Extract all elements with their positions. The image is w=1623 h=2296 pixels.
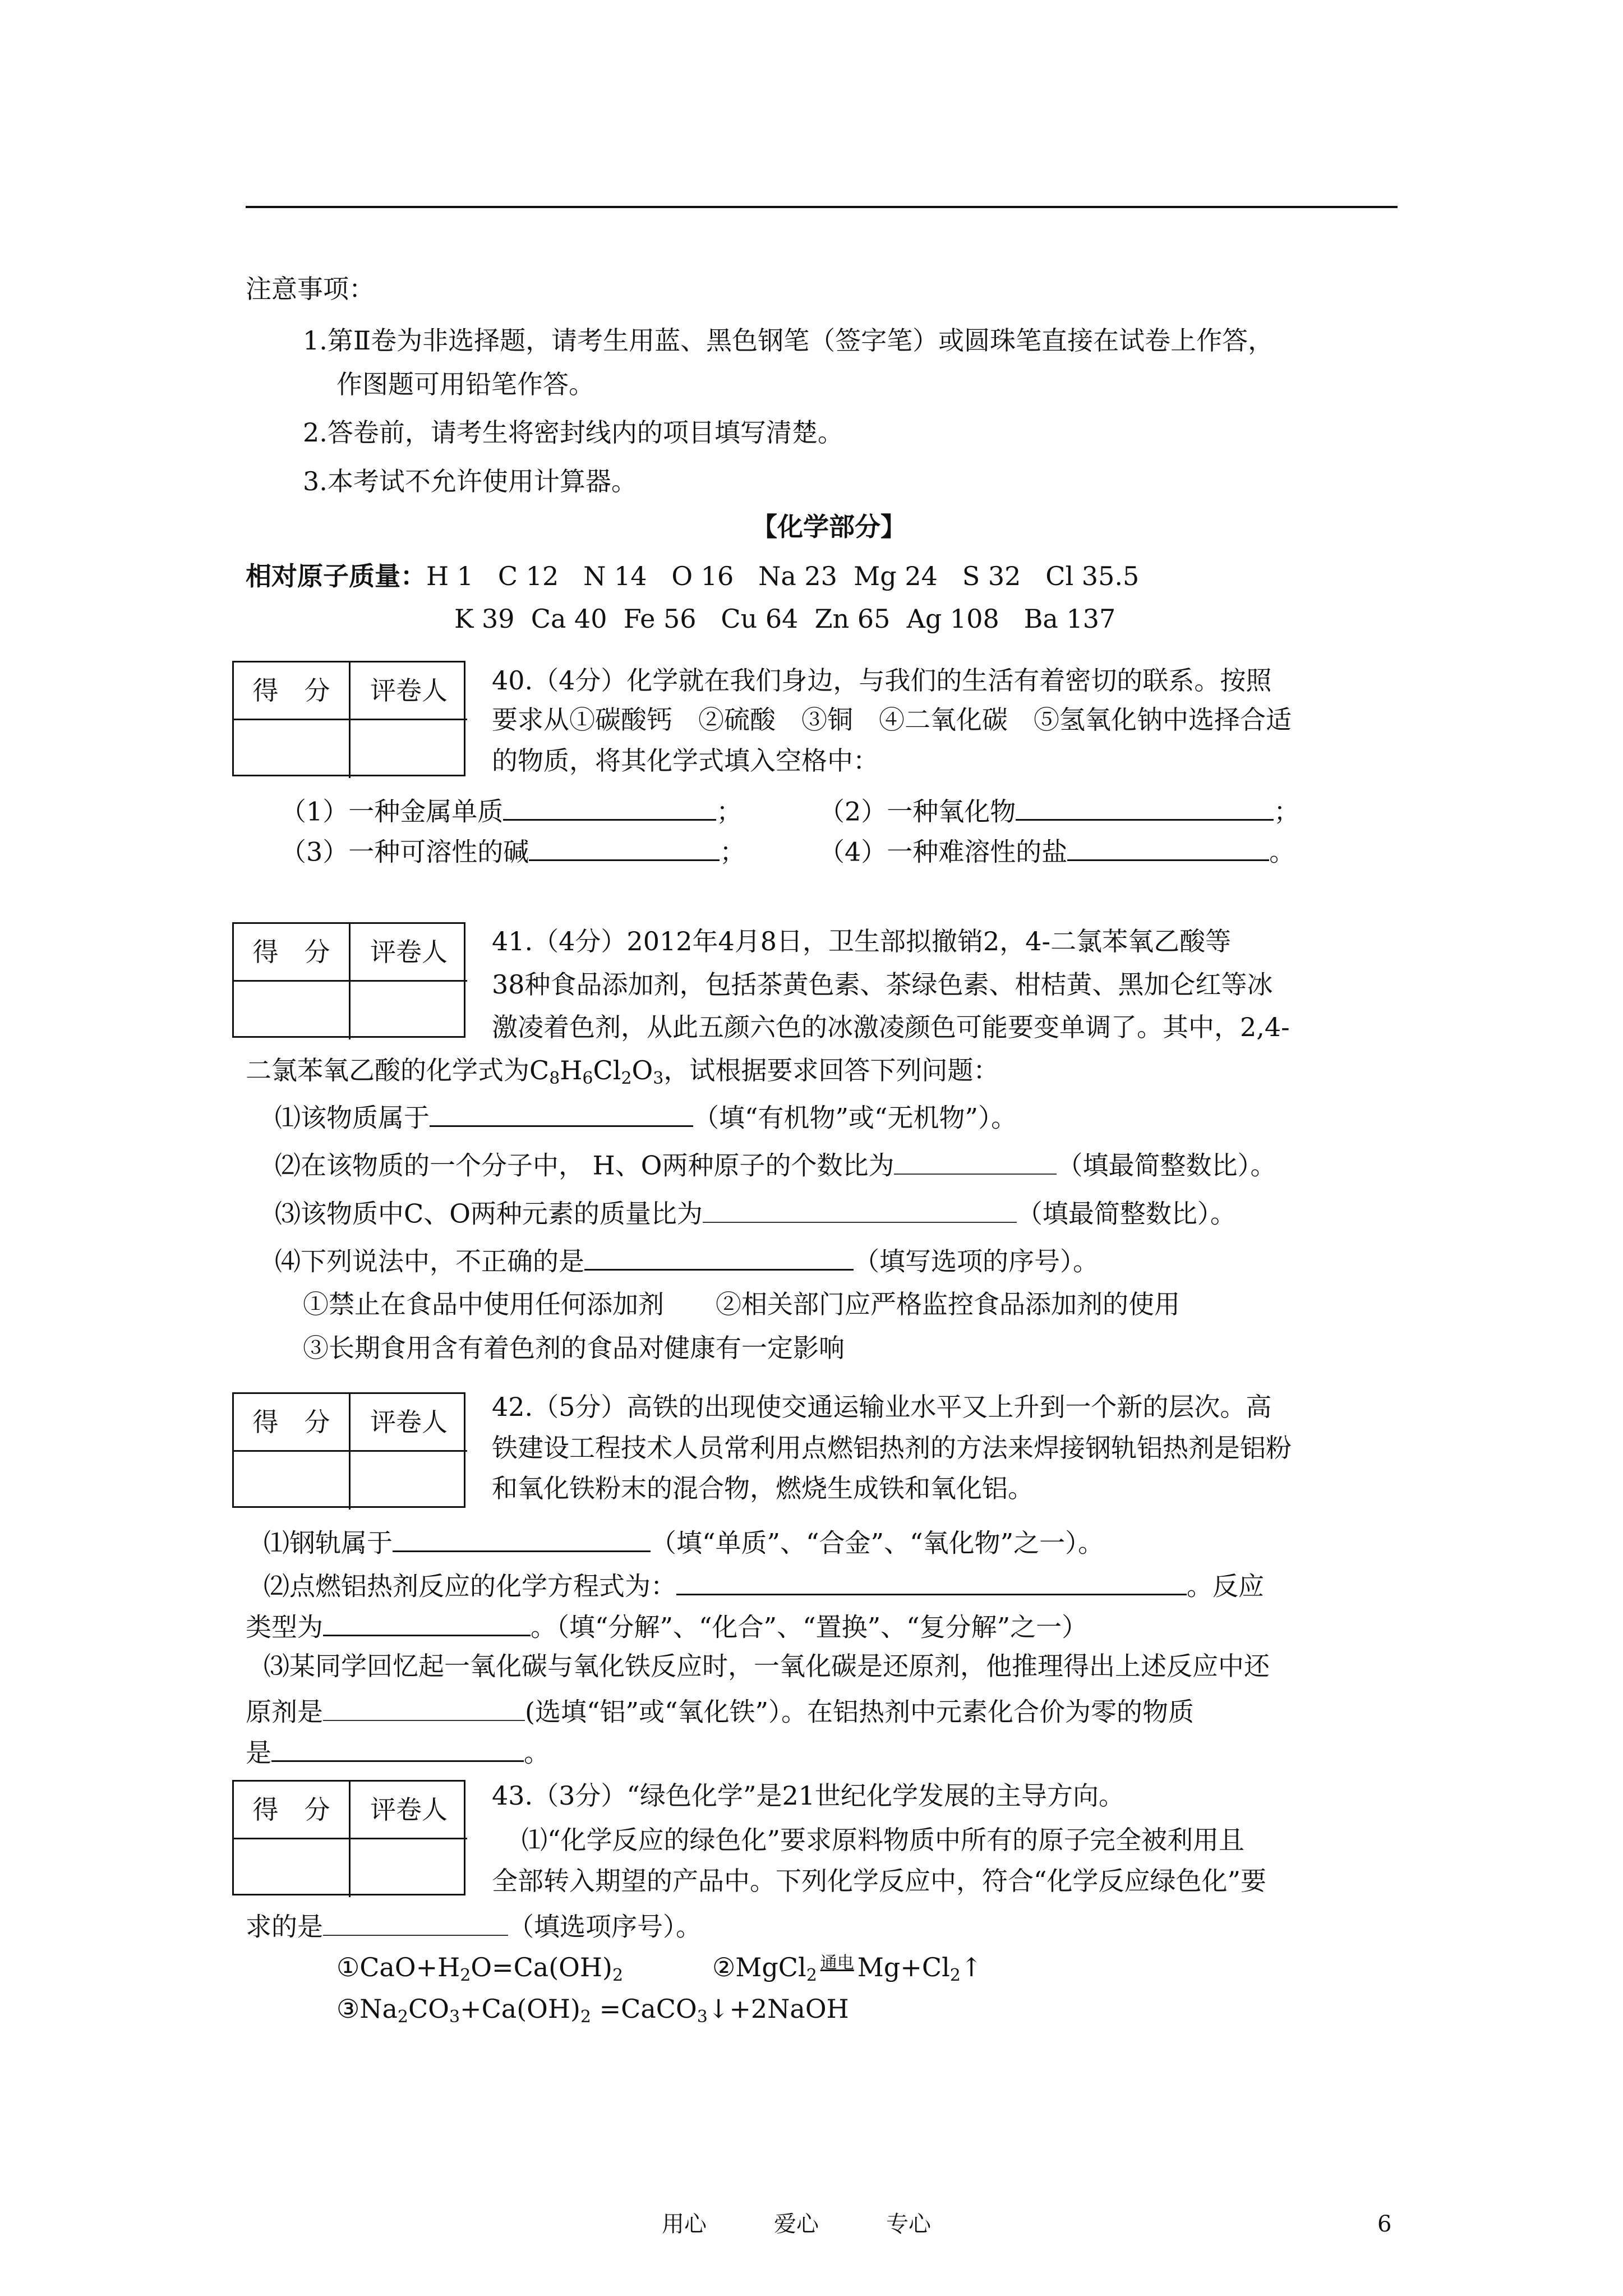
q41-line4-post: ，试根据要求回答下列问题： xyxy=(663,1055,999,1085)
q40-line2: 要求从①碳酸钙 ②硫酸 ③铜 ④二氧化碳 ⑤氢氧化钠中选择合适 xyxy=(492,705,1292,735)
q40-end: 。 xyxy=(1269,836,1295,867)
q41-part3-label: ⑶该物质中C、O两种元素的质量比为 xyxy=(275,1198,703,1229)
q40-sep1: ； xyxy=(716,796,743,827)
q41-part1-label: ⑴该物质属于 xyxy=(275,1102,430,1133)
notice-title: 注意事项： xyxy=(246,274,375,304)
q42-line1: 42.（5分）高铁的出现使交通运输业水平又上升到一个新的层次。高 xyxy=(492,1392,1272,1422)
notice-item-1: 1.第Ⅱ卷为非选择题，请考生用蓝、黑色钢笔（签字笔）或圆珠笔直接在试卷上作答， xyxy=(303,325,1274,356)
atomic-masses-row2: K 39 Ca 40 Fe 56 Cu 64 Zn 65 Ag 108 Ba 137 xyxy=(454,604,1116,634)
q40-item3 xyxy=(280,835,745,865)
q42-part3-label: 原剂是 xyxy=(246,1696,323,1727)
q41-part4-hint: （填写选项的序号）。 xyxy=(854,1246,1099,1277)
q42-part2-label2: 类型为 xyxy=(246,1612,323,1642)
notice-item-2: 2.答卷前，请考生将密封线内的项目填写清楚。 xyxy=(303,417,843,448)
reaction-condition: 通电 xyxy=(820,1953,854,1973)
q43-line3: 全部转入期望的产品中。下列化学反应中，符合“化学反应绿色化”要 xyxy=(492,1866,1267,1896)
q41-line4-pre: 二氯苯氧乙酸的化学式为 xyxy=(246,1055,529,1085)
q42-part2-hint: 。（填“分解”、“化合”、“置换”、“复分解”之一） xyxy=(531,1612,1088,1642)
grader-label: 评卷人 xyxy=(351,924,467,982)
q40-blank2[interactable] xyxy=(1016,794,1274,821)
q42-part2-label: ⑵点燃铝热剂反应的化学方程式为： xyxy=(264,1571,676,1602)
atomic-masses-values-1: H 1 C 12 N 14 O 16 Na 23 Mg 24 S 32 Cl 35.5 xyxy=(426,561,1140,591)
q40-sep3: ； xyxy=(720,836,746,867)
q40-line1: 40.（4分）化学就在我们身边，与我们的生活有着密切的联系。按照 xyxy=(492,665,1272,696)
q40-sep2: ； xyxy=(1274,796,1300,827)
score-label: 得 分 xyxy=(234,924,351,982)
q42-part1 xyxy=(264,1526,1104,1556)
grader-label: 评卷人 xyxy=(351,662,467,720)
grade-box-q42 xyxy=(232,1392,465,1508)
q42-blank3[interactable] xyxy=(323,1610,531,1636)
q40-item2-label: （2）一种氧化物 xyxy=(819,796,1016,827)
grader-label: 评卷人 xyxy=(351,1782,467,1839)
q42-part2-cont xyxy=(246,1610,1087,1640)
q42-part3-end xyxy=(246,1736,550,1766)
q41-blank1[interactable] xyxy=(430,1101,693,1127)
q43-line1: 43.（3分）“绿色化学”是21世纪化学发展的主导方向。 xyxy=(492,1780,1124,1811)
q42-part3-cont xyxy=(246,1695,1194,1725)
q41-line4 xyxy=(246,1057,999,1087)
q41-line3: 激凌着色剂，从此五颜六色的冰激凌颜色可能要变单调了。其中，2,4- xyxy=(492,1012,1290,1042)
footer-motto: 用心 爱心 专心 xyxy=(662,2211,931,2237)
q40-item1 xyxy=(280,794,742,825)
q43-line2: ⑴“化学反应的绿色化”要求原料物质中所有的原子完全被利用且 xyxy=(522,1825,1245,1855)
grade-box-q40 xyxy=(232,661,465,776)
q40-blank3[interactable] xyxy=(529,835,720,861)
grade-box-q41 xyxy=(232,922,465,1038)
header-rule xyxy=(246,206,1398,208)
q40-line3: 的物质，将其化学式填入空格中： xyxy=(492,746,879,776)
q40-item4-label: （4）一种难溶性的盐 xyxy=(819,836,1068,867)
q41-part2-hint: （填最简整数比）。 xyxy=(1057,1150,1276,1181)
q43-line4-hint: （填选项序号）。 xyxy=(508,1911,702,1942)
q41-blank2[interactable] xyxy=(894,1149,1057,1175)
q42-line3: 和氧化铁粉末的混合物，燃烧生成铁和氧化铝。 xyxy=(492,1473,1034,1503)
q42-part3-end-mark: 。 xyxy=(524,1737,550,1768)
q42-blank4[interactable] xyxy=(323,1695,525,1721)
q41-part4 xyxy=(275,1244,1099,1277)
q40-item3-label: （3）一种可溶性的碱 xyxy=(280,836,529,867)
grader-cell[interactable] xyxy=(351,1452,467,1510)
q41-options-2: ③长期食用含有着色剂的食品对健康有一定影响 xyxy=(303,1333,845,1363)
grader-cell[interactable] xyxy=(351,1839,467,1897)
q41-part3-hint: （填最简整数比）。 xyxy=(1016,1198,1236,1229)
q41-part4-label: ⑷下列说法中，不正确的是 xyxy=(275,1246,584,1277)
q42-part3-hint: (选填“铝”或“氧化铁”）。在铝热剂中元素化合价为零的物质 xyxy=(525,1696,1195,1727)
q42-part3-label2: 是 xyxy=(246,1737,271,1768)
q42-part3: ⑶某同学回忆起一氧化碳与氧化铁反应时，一氧化碳是还原剂，他推理得出上述反应中还 xyxy=(264,1651,1270,1681)
q43-blank1[interactable] xyxy=(323,1910,508,1936)
q42-part2-tail: 。反应 xyxy=(1187,1571,1264,1602)
section-title: 【化学部分】 xyxy=(751,512,906,542)
grader-label: 评卷人 xyxy=(351,1394,467,1452)
q41-part2 xyxy=(275,1149,1276,1179)
q42-line2: 铁建设工程技术人员常利用点燃铝热剂的方法来焊接钢轨铝热剂是铝粉 xyxy=(492,1433,1292,1463)
q42-part1-hint: （填“单质”、“合金”、“氧化物”之一）。 xyxy=(651,1527,1104,1558)
q40-blank4[interactable] xyxy=(1067,835,1269,861)
notice-item-3: 3.本考试不允许使用计算器。 xyxy=(303,466,637,496)
page-number: 6 xyxy=(1377,2211,1392,2237)
q43-line4-label: 求的是 xyxy=(246,1911,323,1942)
grade-box-q43 xyxy=(232,1780,465,1895)
q42-blank5[interactable] xyxy=(271,1736,524,1762)
q41-line2: 38种食品添加剂，包括茶黄色素、茶绿色素、柑桔黄、黑加仑红等冰 xyxy=(492,969,1273,1000)
q41-line1: 41.（4分）2012年4月8日，卫生部拟撤销2，4-二氯苯氧乙酸等 xyxy=(492,926,1232,956)
q41-part1 xyxy=(275,1101,1017,1131)
notice-item-1-cont: 作图题可用铅笔作答。 xyxy=(336,369,594,399)
q40-item2 xyxy=(819,794,1299,825)
q41-options-1: ①禁止在食品中使用任何添加剂 ②相关部门应严格监控食品添加剂的使用 xyxy=(303,1289,1180,1319)
atomic-masses-row1 xyxy=(246,563,1139,589)
score-cell[interactable] xyxy=(234,720,351,778)
q42-part2 xyxy=(264,1569,1264,1602)
q42-blank2[interactable] xyxy=(676,1569,1187,1595)
score-label: 得 分 xyxy=(234,1782,351,1839)
q43-equation-1: $①CaO+H_2O=Ca(OH)_2$ xyxy=(336,1952,624,1985)
score-cell[interactable] xyxy=(234,1839,351,1897)
q43-equation-2: ②MgCl$_2$通电 $Mg+Cl_2↑$ xyxy=(712,1952,983,1985)
q41-blank4[interactable] xyxy=(584,1244,854,1271)
q41-formula: $C_8H_6Cl_2O_3$ xyxy=(529,1055,664,1088)
atomic-masses-label: 相对原子质量： xyxy=(246,561,426,591)
q41-part3 xyxy=(275,1197,1236,1227)
score-cell[interactable] xyxy=(234,1452,351,1510)
q43-line4 xyxy=(246,1910,702,1940)
q41-part2-label: ⑵在该物质的一个分子中， H、O两种原子的个数比为 xyxy=(275,1150,895,1181)
q42-part1-label: ⑴钢轨属于 xyxy=(264,1527,393,1558)
grader-cell[interactable] xyxy=(351,720,467,778)
q41-blank3[interactable] xyxy=(703,1197,1017,1223)
q42-blank1[interactable] xyxy=(393,1526,651,1552)
q40-blank1[interactable] xyxy=(503,794,716,821)
score-label: 得 分 xyxy=(234,1394,351,1452)
grader-cell[interactable] xyxy=(351,982,467,1039)
score-label: 得 分 xyxy=(234,662,351,720)
q43-equation-3: $③Na_2CO_3+Ca(OH)_2$ =CaCO$_3$↓+2NaOH xyxy=(336,1994,849,2027)
q40-item1-label: （1）一种金属单质 xyxy=(280,796,504,827)
q41-part1-hint: （填“有机物”或“无机物”）。 xyxy=(693,1102,1017,1133)
q40-item4 xyxy=(819,835,1295,865)
score-cell[interactable] xyxy=(234,982,351,1039)
